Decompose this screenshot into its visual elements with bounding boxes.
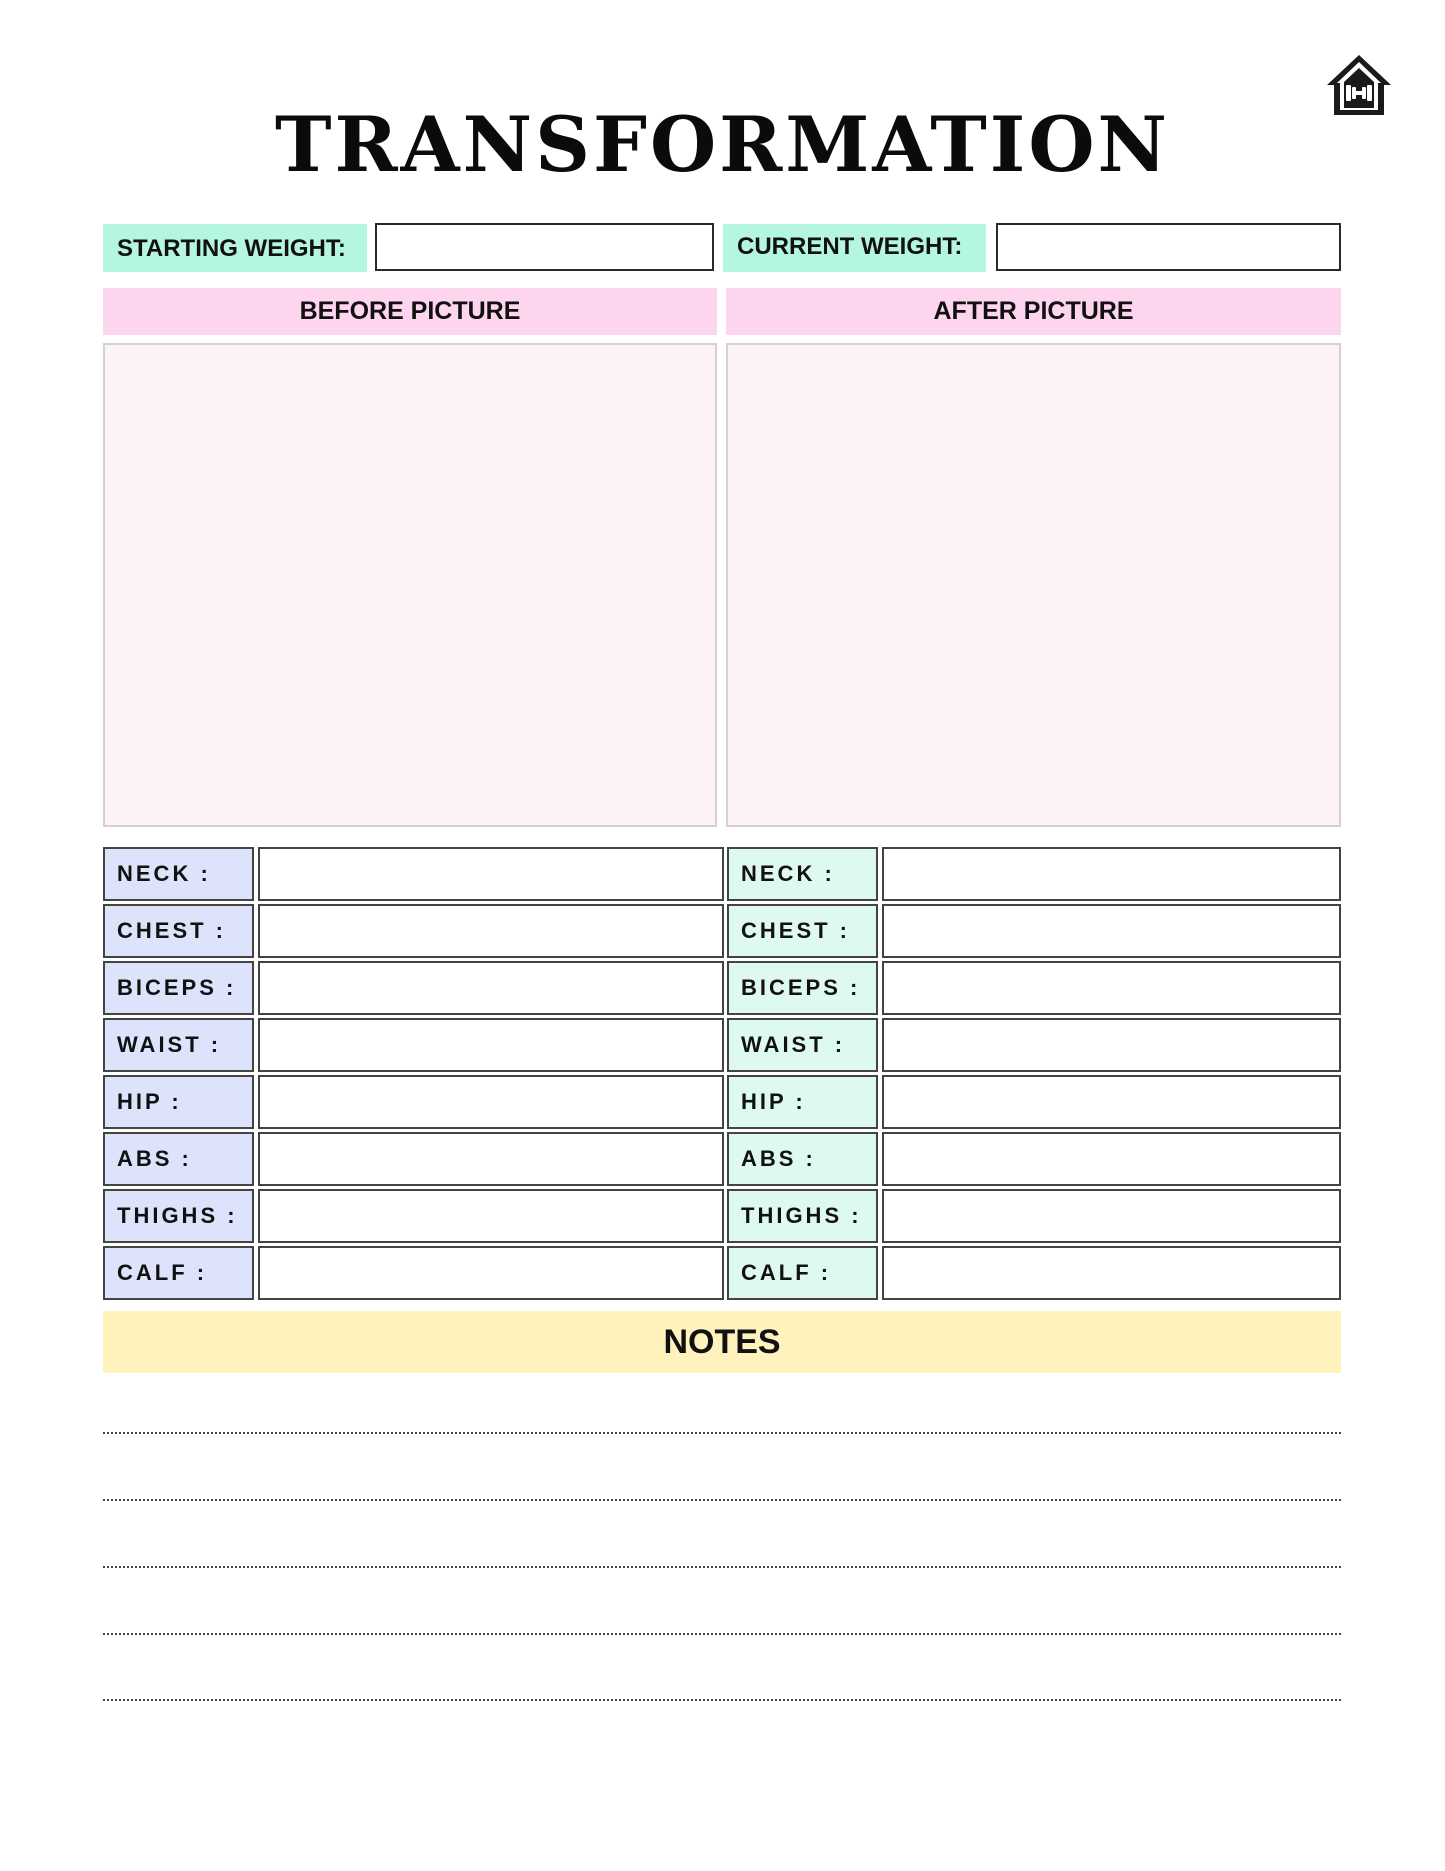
after-chest-field[interactable] [882,904,1341,958]
before-hip-label: HIP : [103,1075,254,1129]
before-waist-label: WAIST : [103,1018,254,1072]
note-line[interactable] [103,1699,1341,1701]
note-line[interactable] [103,1566,1341,1568]
before-calf-field[interactable] [258,1246,724,1300]
current-weight-label: CURRENT WEIGHT: [723,224,986,272]
before-picture-area[interactable] [103,343,717,827]
note-line[interactable] [103,1633,1341,1635]
after-calf-label: CALF : [727,1246,878,1300]
after-neck-label: NECK : [727,847,878,901]
after-hip-field[interactable] [882,1075,1341,1129]
before-thighs-field[interactable] [258,1189,724,1243]
before-chest-label: CHEST : [103,904,254,958]
page-title: TRANSFORMATION [274,100,1171,189]
before-abs-field[interactable] [258,1132,724,1186]
after-hip-label: HIP : [727,1075,878,1129]
current-weight-field[interactable] [996,223,1341,271]
before-neck-field[interactable] [258,847,724,901]
after-abs-field[interactable] [882,1132,1341,1186]
before-abs-label: ABS : [103,1132,254,1186]
after-picture-area[interactable] [726,343,1341,827]
before-thighs-label: THIGHS : [103,1189,254,1243]
after-biceps-label: BICEPS : [727,961,878,1015]
after-waist-field[interactable] [882,1018,1341,1072]
starting-weight-field[interactable] [375,223,714,271]
note-line[interactable] [103,1499,1341,1501]
before-neck-label: NECK : [103,847,254,901]
starting-weight-label: STARTING WEIGHT: [103,224,367,272]
note-line[interactable] [103,1432,1341,1434]
after-abs-label: ABS : [727,1132,878,1186]
after-chest-label: CHEST : [727,904,878,958]
before-biceps-field[interactable] [258,961,724,1015]
after-neck-field[interactable] [882,847,1341,901]
before-picture-header: BEFORE PICTURE [103,288,717,335]
after-biceps-field[interactable] [882,961,1341,1015]
notes-header: NOTES [103,1311,1341,1373]
before-chest-field[interactable] [258,904,724,958]
before-waist-field[interactable] [258,1018,724,1072]
before-calf-label: CALF : [103,1246,254,1300]
before-hip-field[interactable] [258,1075,724,1129]
after-picture-header: AFTER PICTURE [726,288,1341,335]
after-thighs-label: THIGHS : [727,1189,878,1243]
after-waist-label: WAIST : [727,1018,878,1072]
before-biceps-label: BICEPS : [103,961,254,1015]
after-calf-field[interactable] [882,1246,1341,1300]
after-thighs-field[interactable] [882,1189,1341,1243]
